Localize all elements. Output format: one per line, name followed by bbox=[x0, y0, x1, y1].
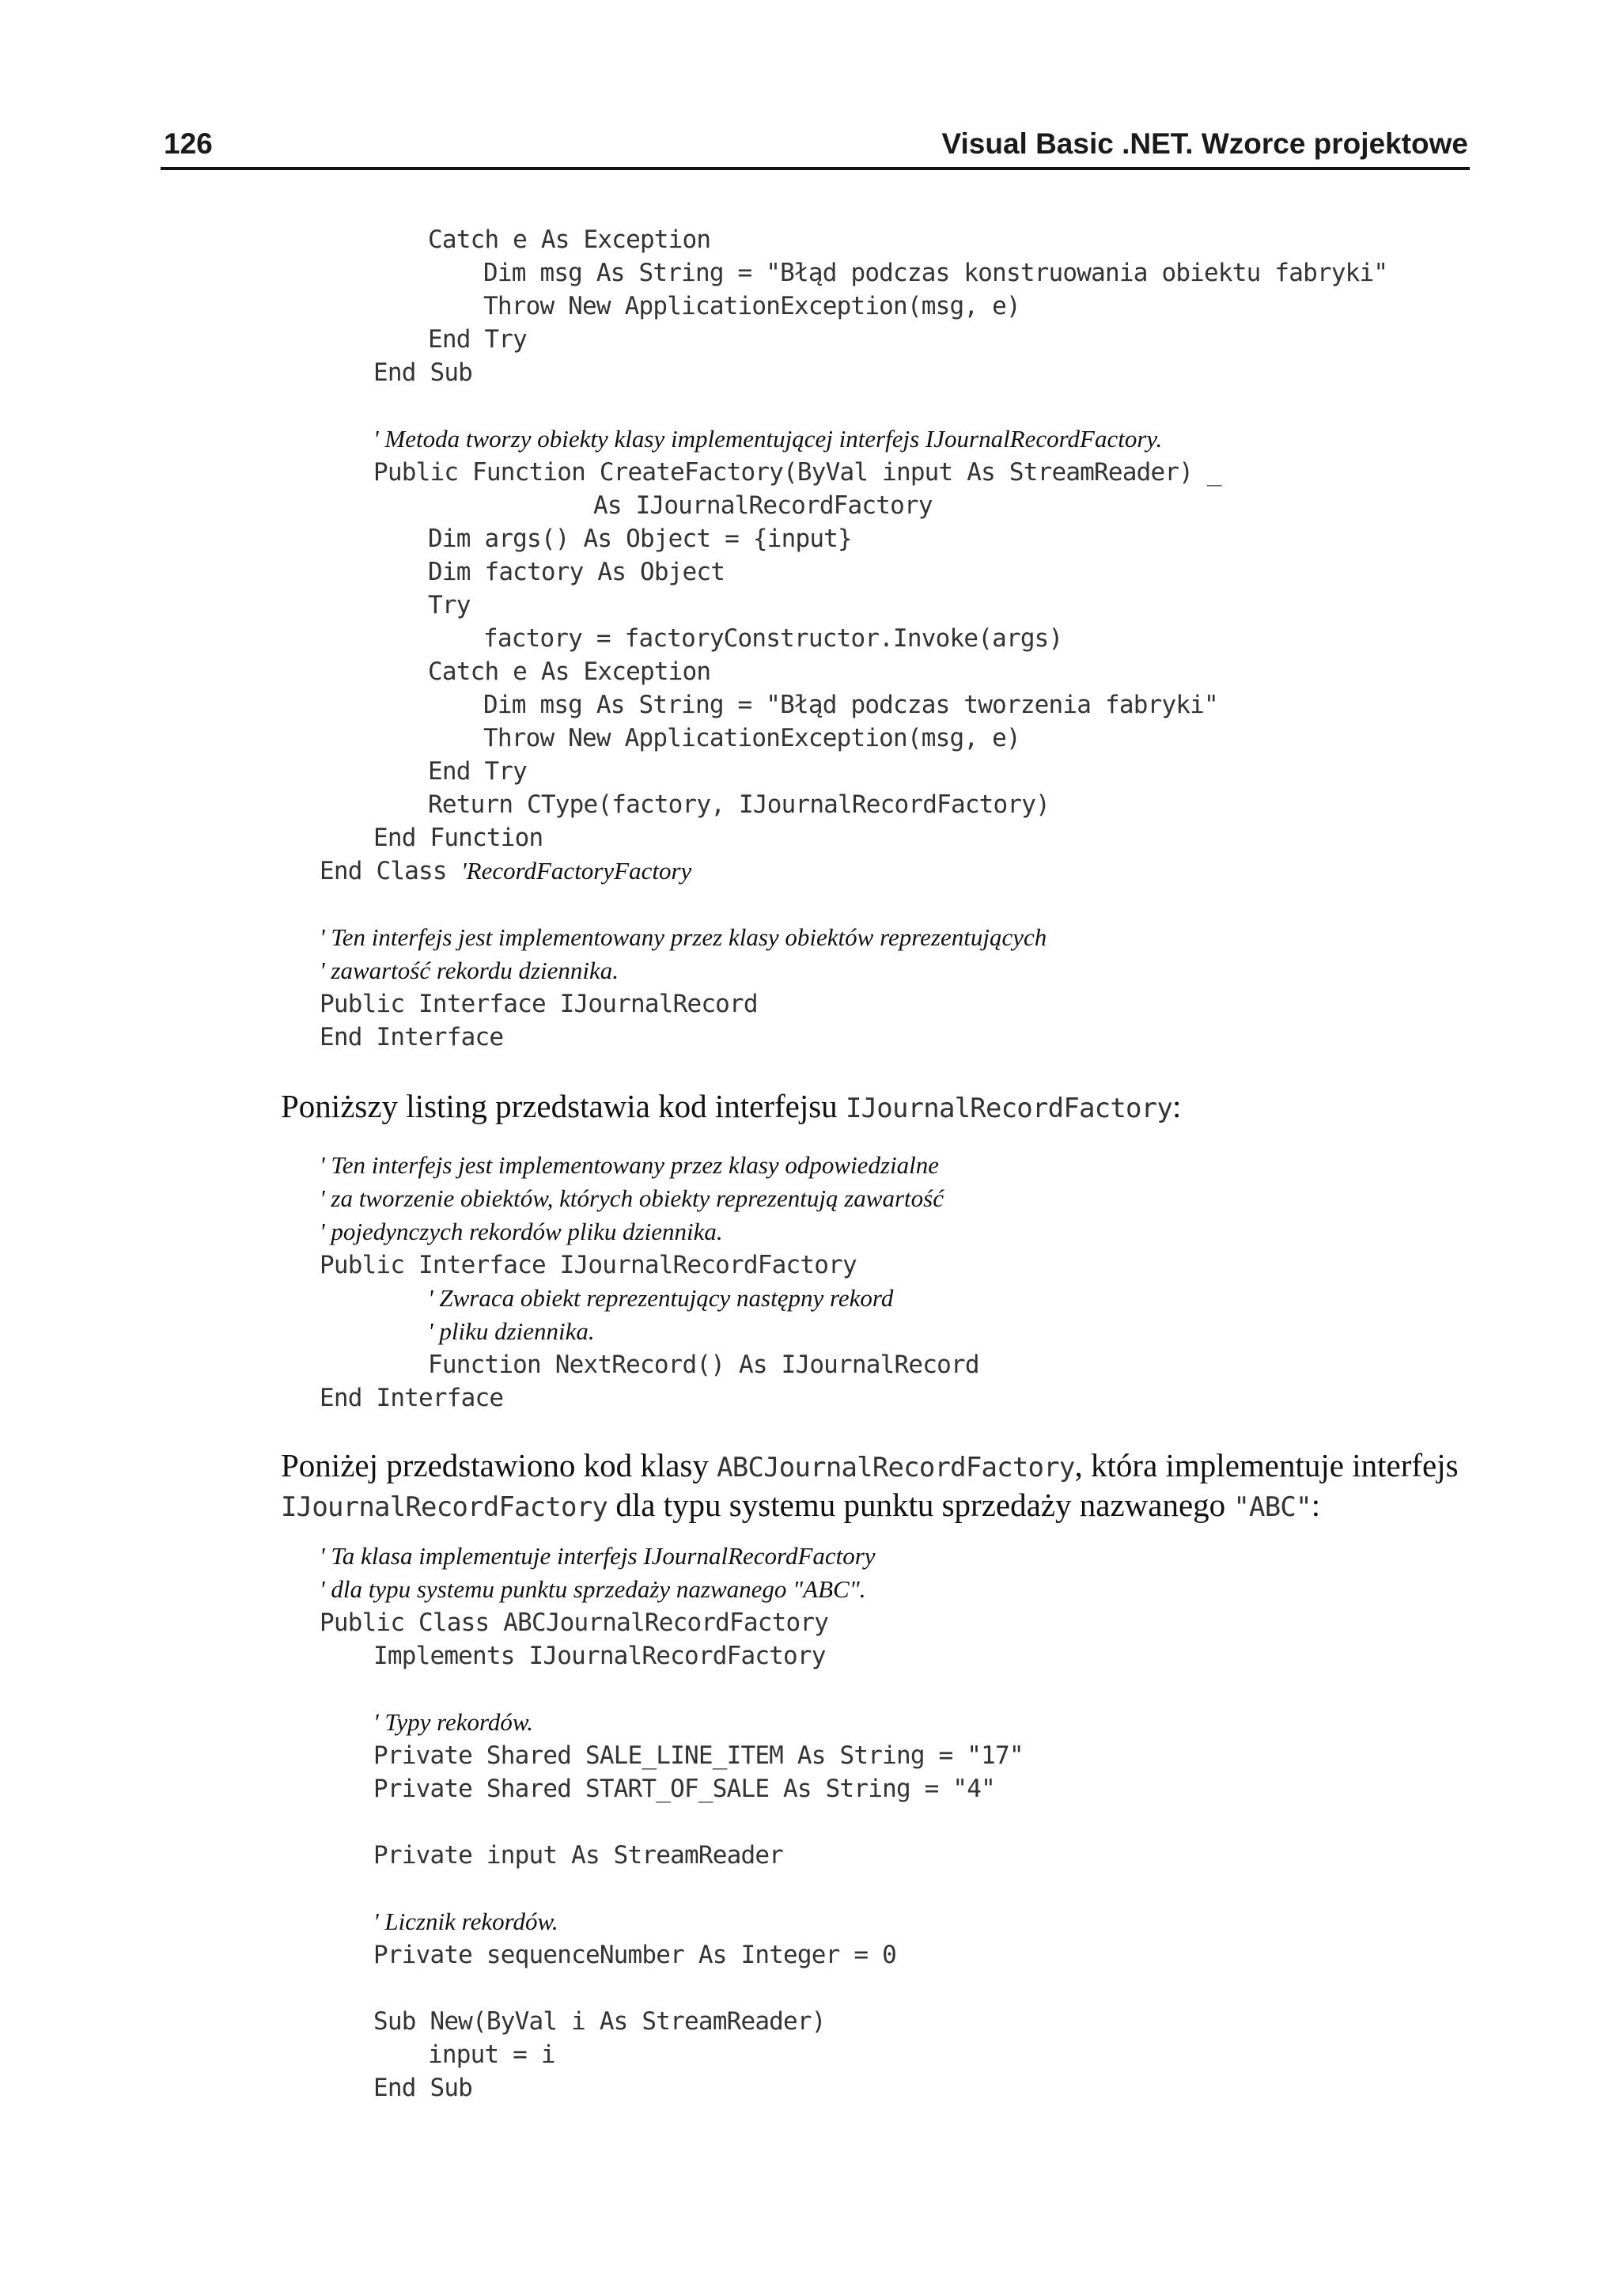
page-number: 126 bbox=[164, 127, 213, 160]
code-comment: ' dla typu systemu punktu sprzedaży nazwanego "ABC". bbox=[320, 1575, 866, 1603]
code-line: Private Shared START_OF_SALE As String = "4" bbox=[373, 1775, 995, 1803]
inline-code: ABCJournalRecordFactory bbox=[717, 1452, 1075, 1483]
body-paragraph bbox=[281, 1486, 1320, 1526]
code-line: Dim factory As Object bbox=[428, 558, 725, 586]
code-line: Public Interface IJournalRecordFactory bbox=[320, 1251, 857, 1279]
code-comment: ' Ta klasa implementuje interfejs IJournalRecordFactory bbox=[320, 1542, 876, 1570]
code-comment: ' Licznik rekordów. bbox=[373, 1908, 558, 1935]
code-comment: ' Zwraca obiekt reprezentujący następny rekord bbox=[428, 1284, 894, 1312]
code-line: End Sub bbox=[373, 2074, 473, 2102]
paragraph-text: Poniższy listing przedstawia kod interfejsu bbox=[281, 1088, 846, 1124]
header-rule bbox=[161, 167, 1470, 170]
code-line: factory = factoryConstructor.Invoke(args) bbox=[483, 624, 1063, 653]
code-line: Return CType(factory, IJournalRecordFactory) bbox=[428, 790, 1050, 819]
code-comment: ' Metoda tworzy obiekty klasy implementującej interfejs IJournalRecordFactory. bbox=[373, 425, 1163, 453]
code-line: End Class bbox=[320, 857, 447, 885]
code-line: Public Function CreateFactory(ByVal input As StreamReader) _ bbox=[373, 458, 1221, 487]
code-comment: ' za tworzenie obiektów, których obiekty reprezentują zawartość bbox=[320, 1184, 944, 1212]
inline-code: IJournalRecordFactory bbox=[845, 1093, 1173, 1124]
code-comment: ' zawartość rekordu dziennika. bbox=[320, 957, 619, 984]
code-line: Try bbox=[428, 591, 471, 619]
code-line: Sub New(ByVal i As StreamReader) bbox=[373, 2007, 826, 2036]
code-comment: 'RecordFactoryFactory bbox=[461, 857, 692, 885]
code-comment: ' pliku dziennika. bbox=[428, 1317, 595, 1345]
code-comment: ' Ten interfejs jest implementowany przez klasy obiektów reprezentujących bbox=[320, 923, 1047, 951]
code-line: End Sub bbox=[373, 358, 473, 387]
inline-code: IJournalRecordFactory bbox=[281, 1491, 608, 1523]
code-line: Dim msg As String = "Błąd podczas konstruowania obiektu fabryki" bbox=[483, 259, 1388, 287]
code-line: input = i bbox=[428, 2040, 555, 2069]
running-header-title: Visual Basic .NET. Wzorce projektowe bbox=[941, 127, 1468, 160]
code-line: Function NextRecord() As IJournalRecord bbox=[428, 1351, 979, 1379]
code-line: End Interface bbox=[320, 1384, 504, 1412]
code-line: Private Shared SALE_LINE_ITEM As String = "17" bbox=[373, 1741, 1024, 1770]
paragraph-text: Poniżej przedstawiono kod klasy bbox=[281, 1447, 717, 1483]
code-line: Public Class ABCJournalRecordFactory bbox=[320, 1608, 829, 1637]
code-comment: ' Typy rekordów. bbox=[373, 1708, 534, 1736]
code-comment: ' pojedynczych rekordów pliku dziennika. bbox=[320, 1218, 723, 1245]
code-line: Private sequenceNumber As Integer = 0 bbox=[373, 1941, 896, 1969]
code-line: Dim msg As String = "Błąd podczas tworzenia fabryki" bbox=[483, 691, 1218, 719]
code-line: End Try bbox=[428, 325, 528, 354]
code-line: Catch e As Exception bbox=[428, 225, 711, 254]
code-line: As IJournalRecordFactory bbox=[593, 491, 933, 520]
paragraph-text: : bbox=[1172, 1088, 1182, 1124]
inline-code: "ABC" bbox=[1233, 1491, 1312, 1523]
code-line: End Try bbox=[428, 757, 528, 786]
code-line: Public Interface IJournalRecord bbox=[320, 990, 758, 1018]
code-line: Dim args() As Object = {input} bbox=[428, 525, 852, 553]
code-line: Private input As StreamReader bbox=[373, 1841, 784, 1870]
body-paragraph bbox=[281, 1446, 1459, 1487]
code-line: Implements IJournalRecordFactory bbox=[373, 1642, 826, 1670]
code-line: End Interface bbox=[320, 1023, 504, 1051]
code-line: Throw New ApplicationException(msg, e) bbox=[483, 724, 1020, 752]
code-line: Throw New ApplicationException(msg, e) bbox=[483, 292, 1020, 320]
body-paragraph bbox=[281, 1087, 1181, 1127]
paragraph-text: dla typu systemu punktu sprzedaży nazwanego bbox=[608, 1487, 1234, 1523]
paragraph-text: , która implementuje interfejs bbox=[1074, 1447, 1459, 1483]
code-line: End Function bbox=[373, 824, 543, 852]
code-line: Catch e As Exception bbox=[428, 657, 711, 686]
paragraph-text: : bbox=[1311, 1487, 1321, 1523]
code-comment: ' Ten interfejs jest implementowany przez klasy odpowiedzialne bbox=[320, 1151, 939, 1179]
